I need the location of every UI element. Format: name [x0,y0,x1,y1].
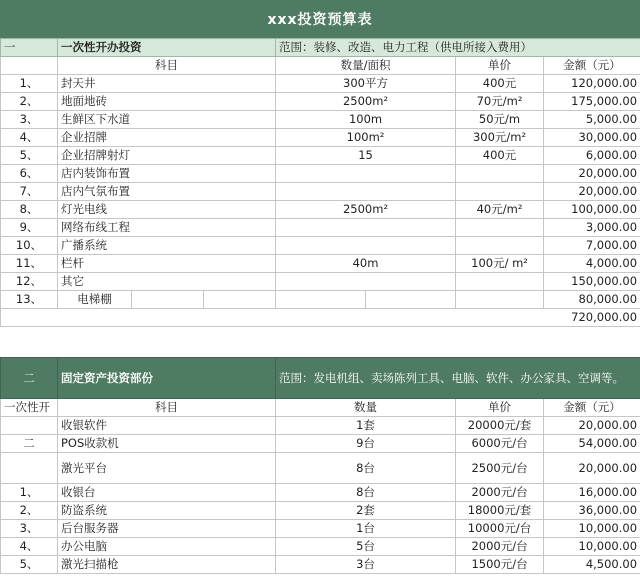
row-item: 灯光电线 [58,201,276,219]
row-amount: 4,000.00 [544,255,640,273]
section2-column-headers [1,399,640,417]
section2-name: 固定资产投资部份 [58,358,276,399]
row-number: 7、 [1,183,58,201]
blank-cell [1,309,58,327]
row-qty [276,237,456,255]
row-amount: 30,000.00 [544,129,640,147]
table-row [1,129,640,147]
row-number: 5、 [1,147,58,165]
row-qty [276,273,456,291]
table-row [1,237,640,255]
row-qty: 3台 [276,556,456,574]
row-price: 2000元/台 [456,538,544,556]
blank-cell [132,291,204,309]
table-row [1,201,640,219]
section1-name: 一次性开办投资 [58,39,276,57]
table-row [1,219,640,237]
row-qty: 8台 [276,453,456,484]
row-number: 3、 [1,520,58,538]
row-amount: 20,000.00 [544,417,640,435]
row-price [456,183,544,201]
row-price [456,273,544,291]
row-qty: 2500m² [276,93,456,111]
row-amount: 6,000.00 [544,147,640,165]
row-qty: 1套 [276,417,456,435]
header-item: 科目 [58,57,276,75]
row-item: 企业招牌射灯 [58,147,276,165]
row-qty: 40m [276,255,456,273]
table-row [1,165,640,183]
row-price: 2000元/台 [456,484,544,502]
section1-column-headers [1,57,640,75]
blank-cell [204,291,276,309]
row-item: 企业招牌 [58,129,276,147]
row-amount: 100,000.00 [544,201,640,219]
row-amount: 16,000.00 [544,484,640,502]
row-amount: 150,000.00 [544,273,640,291]
row-price: 2500元/台 [456,453,544,484]
row-item: 栏杆 [58,255,276,273]
blank-cell [366,291,456,309]
row-number: 11、 [1,255,58,273]
budget-table [0,38,640,574]
row-item: 办公电脑 [58,538,276,556]
row-price: 20000元/套 [456,417,544,435]
table-row [1,556,640,574]
row-qty [276,183,456,201]
row-number: 1、 [1,75,58,93]
row-qty: 100m [276,111,456,129]
row-item: 生鲜区下水道 [58,111,276,129]
section1-total-row [1,309,640,327]
row-item: 广播系统 [58,237,276,255]
row-price: 70元/m² [456,93,544,111]
row-amount: 3,000.00 [544,219,640,237]
row-item: 激光平台 [58,453,276,484]
header-price: 单价 [456,399,544,417]
row-qty: 100m² [276,129,456,147]
row-amount: 7,000.00 [544,237,640,255]
row-amount: 36,000.00 [544,502,640,520]
table-row [1,111,640,129]
table-row [1,538,640,556]
section1-total: 720,000.00 [544,309,640,327]
row-number: 8、 [1,201,58,219]
row-amount: 20,000.00 [544,165,640,183]
blank-cell [276,291,366,309]
header-item: 科目 [58,399,276,417]
section1-header [1,39,640,57]
table-row [1,75,640,93]
header-col0: 一次性开 [1,399,58,417]
row-amount: 10,000.00 [544,538,640,556]
header-qty: 数量/面积 [276,57,456,75]
row-item: 封天井 [58,75,276,93]
row-price: 400元 [456,75,544,93]
row-number: 12、 [1,273,58,291]
row-price [456,237,544,255]
row-item: 网络布线工程 [58,219,276,237]
row-qty [276,165,456,183]
row-qty: 8台 [276,484,456,502]
page-title: xxx投资预算表 [0,0,640,38]
row-price [456,219,544,237]
table-row [1,93,640,111]
header-amount: 金额（元） [544,57,640,75]
row-item: 店内气氛布置 [58,183,276,201]
row-amount: 54,000.00 [544,435,640,453]
row-price: 6000元/台 [456,435,544,453]
row-number [1,417,58,435]
section1-row-13 [1,291,640,309]
row-price: 50元/m [456,111,544,129]
row-qty: 15 [276,147,456,165]
section2-header [1,358,640,399]
row-price [456,165,544,183]
row-item: 电梯棚 [58,291,132,309]
row-amount: 5,000.00 [544,111,640,129]
row-number: 6、 [1,165,58,183]
row-amount: 120,000.00 [544,75,640,93]
table-row [1,183,640,201]
section2-number: 二 [1,358,58,399]
table-row [1,147,640,165]
row-number: 10、 [1,237,58,255]
row-amount: 20,000.00 [544,453,640,484]
row-number: 13、 [1,291,58,309]
row-item: 收银台 [58,484,276,502]
spacer-row [1,327,640,358]
row-number: 1、 [1,484,58,502]
row-price: 400元 [456,147,544,165]
row-qty: 300平方 [276,75,456,93]
row-qty: 2套 [276,502,456,520]
row-amount: 10,000.00 [544,520,640,538]
row-price: 10000元/台 [456,520,544,538]
table-row [1,502,640,520]
table-row [1,484,640,502]
row-qty: 9台 [276,435,456,453]
row-number: 4、 [1,129,58,147]
row-item: 防盗系统 [58,502,276,520]
row-item: 地面地砖 [58,93,276,111]
row-price: 300元/m² [456,129,544,147]
row-number: 2、 [1,93,58,111]
row-amount: 4,500.00 [544,556,640,574]
table-row [1,520,640,538]
section2-scope: 范围：发电机组、卖场陈列工具、电脑、软件、办公家具、空调等。 [276,358,640,399]
table-row [1,417,640,435]
blank-cell [58,309,544,327]
table-row [1,435,640,453]
blank-cell [456,291,544,309]
row-item: 其它 [58,273,276,291]
row-item: 激光扫描枪 [58,556,276,574]
row-number: 9、 [1,219,58,237]
section1-number: 一 [1,39,58,57]
row-number: 5、 [1,556,58,574]
row-number: 2、 [1,502,58,520]
header-price: 单价 [456,57,544,75]
header-qty: 数量 [276,399,456,417]
row-number [1,453,58,484]
row-number: 二 [1,435,58,453]
section1-scope: 范围：装修、改造、电力工程（供电所接入费用） [276,39,640,57]
row-item: POS收款机 [58,435,276,453]
row-qty: 2500m² [276,201,456,219]
row-number: 3、 [1,111,58,129]
row-qty: 1台 [276,520,456,538]
row-price: 100元/ m² [456,255,544,273]
spacer [1,327,640,358]
header-amount: 金额（元） [544,399,640,417]
row-price: 1500元/台 [456,556,544,574]
row-qty [276,219,456,237]
row-amount: 80,000.00 [544,291,640,309]
row-price: 18000元/套 [456,502,544,520]
table-row [1,453,640,484]
row-number: 4、 [1,538,58,556]
row-price: 40元/m² [456,201,544,219]
row-amount: 20,000.00 [544,183,640,201]
table-row [1,255,640,273]
table-row [1,273,640,291]
row-amount: 175,000.00 [544,93,640,111]
row-item: 收银软件 [58,417,276,435]
header-blank [1,57,58,75]
row-item: 后台服务器 [58,520,276,538]
row-item: 店内装饰布置 [58,165,276,183]
row-qty: 5台 [276,538,456,556]
